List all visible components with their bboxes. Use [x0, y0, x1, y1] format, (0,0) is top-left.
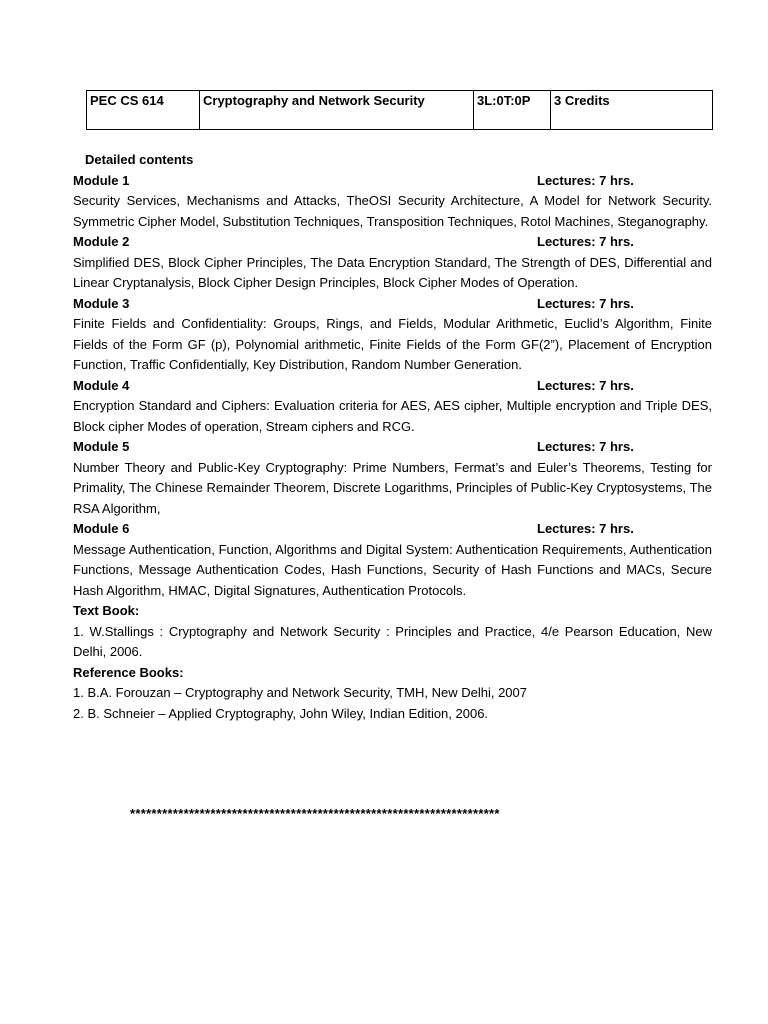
reference-book-item: 1. B.A. Forouzan – Cryptography and Network Security, TMH, New Delhi, 2007 [73, 685, 527, 700]
text-book-item: 1. W.Stallings : Cryptography and Network Security : Principles and Practice, 4/e Pearson Education, New Delhi, 2006. [73, 623, 712, 659]
module-3 [73, 294, 712, 376]
module-5 [73, 437, 712, 519]
module-heading [73, 294, 712, 315]
syllabus-content [73, 150, 712, 724]
module-title: Module 1 [73, 172, 130, 188]
module-lectures: Lectures: 7 hrs. [537, 172, 634, 188]
module-title: Module 2 [73, 234, 130, 249]
module-2 [73, 232, 712, 294]
module-title: Module 4 [73, 377, 130, 393]
module-lectures: Lectures: 7 hrs. [537, 377, 634, 393]
course-header-table [86, 90, 713, 130]
separator-line: ********************************************************************* [130, 806, 500, 821]
reference-books-heading: Reference Books: [73, 664, 184, 680]
module-title: Module 6 [73, 521, 130, 536]
module-title: Module 3 [73, 295, 130, 311]
module-heading [73, 376, 712, 397]
module-heading [73, 232, 712, 253]
course-ltp: 3L:0T:0P [474, 91, 551, 130]
reference-book-item: 2. B. Schneier – Applied Cryptography, John Wiley, Indian Edition, 2006. [73, 705, 489, 721]
module-heading [73, 519, 712, 540]
module-heading [73, 171, 712, 192]
module-1 [73, 171, 712, 233]
module-4 [73, 376, 712, 438]
module-content: Number Theory and Public-Key Cryptography: Prime Numbers, Fermat’s and Euler’s Theorems, Testing for Primality, The Chinese Remainder Theorem, Discrete Logarithms, Principles of Public-Key Cryptosystems, The RSA Algorithm, [73, 459, 712, 516]
text-book-heading: Text Book: [73, 603, 140, 618]
module-content: Message Authentication, Function, Algorithms and Digital System: Authentication Requirements, Authentication Functions, Message Authentication Codes, Hash Functions, Security of Hash Functions and MACs, Secure Hash Algorithm, HMAC, Digital Signatures, Authentication Protocols. [73, 541, 712, 598]
module-heading [73, 437, 712, 458]
course-title: Cryptography and Network Security [200, 91, 474, 130]
module-content: Security Services, Mechanisms and Attacks, TheOSI Security Architecture, A Model for Network Security. Symmetric Cipher Model, Substitution Techniques, Transposition Techniques, Rotol Machines, Steganography. [73, 193, 712, 229]
module-lectures: Lectures: 7 hrs. [537, 439, 634, 454]
module-content: Finite Fields and Confidentiality: Groups, Rings, and Fields, Modular Arithmetic, Euclid’s Algorithm, Finite Fields of the Form GF (p), Polynomial arithmetic, Finite Fields of the Form GF(2”), Placement of Encryption Function, Traffic Confidentially, Key Distribution, Random Number Generation. [73, 316, 712, 372]
module-title: Module 5 [73, 439, 130, 454]
detailed-contents-heading: Detailed contents [85, 152, 194, 167]
module-content: Encryption Standard and Ciphers: Evaluation criteria for AES, AES cipher, Multiple encryption and Triple DES, Block cipher Modes of operation, Stream ciphers and RCG. [73, 398, 712, 434]
course-credits: 3 Credits [551, 91, 713, 130]
module-lectures: Lectures: 7 hrs. [537, 295, 634, 311]
course-header-row [87, 91, 713, 130]
module-lectures: Lectures: 7 hrs. [537, 521, 634, 536]
module-lectures: Lectures: 7 hrs. [537, 234, 634, 249]
course-code: PEC CS 614 [87, 91, 200, 130]
module-content: Simplified DES, Block Cipher Principles, The Data Encryption Standard, The Strength of DES, Differential and Linear Cryptanalysis, Block Cipher Design Principles, Block Cipher Modes of Operation. [73, 254, 712, 290]
module-6 [73, 519, 712, 601]
